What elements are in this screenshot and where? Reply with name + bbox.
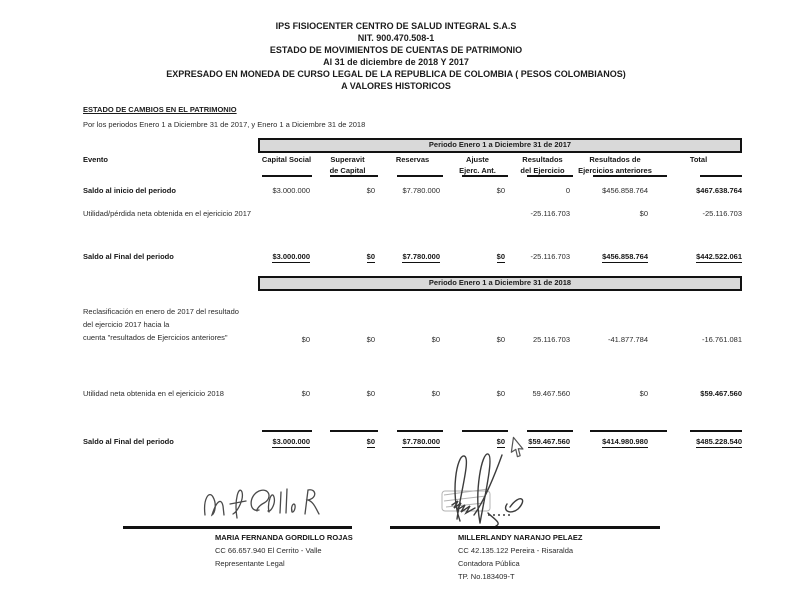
column-header-superavit <box>315 154 380 176</box>
cell-capital-social <box>258 252 315 261</box>
cell-resultados-anteriores <box>575 335 655 344</box>
header-underline <box>700 175 742 177</box>
cell-value: -16.761.081 <box>701 335 742 344</box>
cell-value: $7.780.000 <box>402 437 440 446</box>
period-band-2017-label: Periodo Enero 1 a Diciembre 31 de 2017 <box>428 140 572 149</box>
cell-ajuste <box>445 252 510 261</box>
row-label <box>83 305 258 344</box>
cell-superavit <box>315 186 380 195</box>
signer-left-block <box>215 531 353 570</box>
cell-resultados-ejercicio <box>510 186 575 195</box>
column-header-resultados-anteriores <box>575 154 655 176</box>
cell-ajuste <box>445 209 510 218</box>
signer-role: Representante Legal <box>215 559 285 568</box>
cell-value: $0 <box>431 389 440 398</box>
header-line: Reservas <box>395 155 430 164</box>
header-line: Ejerc. Ant. <box>459 166 496 175</box>
cell-resultados-anteriores <box>575 437 655 446</box>
header-underline <box>397 175 443 177</box>
cell-value: $0 <box>639 389 648 398</box>
cell-capital-social <box>258 209 315 218</box>
cell-reservas <box>380 186 445 195</box>
cell-value: $485.228.540 <box>696 437 742 446</box>
cell-superavit <box>315 209 380 218</box>
cell-resultados-anteriores <box>575 389 655 398</box>
cell-value: $467.638.764 <box>696 186 742 195</box>
cell-value: $414.980.980 <box>602 437 648 446</box>
header-line: del Ejercicio <box>520 166 565 175</box>
cell-value: $456.858.764 <box>602 252 648 261</box>
handwritten-signature-right <box>430 449 552 526</box>
total-overline <box>462 430 508 432</box>
row-label-line: Reclasificación en enero de 2017 del resultado <box>83 307 239 316</box>
row-label: Utilidad/pérdida neta obtenida en el ejericicio 2017 <box>83 209 252 218</box>
cell-reservas <box>380 252 445 261</box>
cell-value: -25.116.703 <box>530 209 570 218</box>
nit-line: NIT. 900.470.508-1 <box>357 33 435 43</box>
table-row-utilidad-2017 <box>83 209 742 218</box>
table-row-saldo-final-2018 <box>83 437 742 446</box>
cell-value: $7.780.000 <box>402 252 440 261</box>
cell-value: $59.467.560 <box>700 389 742 398</box>
event-column-header <box>83 154 258 176</box>
total-overline <box>262 430 312 432</box>
column-header-reservas <box>380 154 445 176</box>
cell-total <box>655 252 742 261</box>
event-column-header-text: Evento <box>83 155 109 164</box>
cell-value: $0 <box>366 252 375 261</box>
row-label: Saldo al Final del periodo <box>83 437 174 446</box>
signer-id: CC 42.135.122 Pereira - Risaralda <box>458 546 574 555</box>
period-band-2018 <box>258 276 742 291</box>
cell-value: $0 <box>301 335 310 344</box>
signer-right-block <box>458 531 582 583</box>
cell-value: $0 <box>366 389 375 398</box>
cell-value: $3.000.000 <box>272 186 310 195</box>
cell-reservas <box>380 209 445 218</box>
cell-value: $456.858.764 <box>602 186 648 195</box>
cell-value: $0 <box>366 437 375 446</box>
column-header-capital-social <box>258 154 315 176</box>
header-underline <box>330 175 378 177</box>
header-line: Total <box>689 155 708 164</box>
header-line: Ajuste <box>466 155 489 164</box>
cell-value: $0 <box>496 252 505 261</box>
currency-line: EXPRESADO EN MONEDA DE CURSO LEGAL DE LA REPUBLICA DE COLOMBIA ( PESOS COLOMBIANOS) <box>166 69 626 79</box>
cell-value: $0 <box>366 186 375 195</box>
cell-value: 25.116.703 <box>533 335 570 344</box>
header-line: Ejercicios anteriores <box>578 166 652 175</box>
cell-value: $3.000.000 <box>272 252 310 261</box>
total-overline <box>690 430 742 432</box>
row-label-line: cuenta "resultados de Ejercicios anteriores" <box>83 333 228 342</box>
header-underline <box>527 175 573 177</box>
signer-name: MARIA FERNANDA GORDILLO ROJAS <box>215 533 353 542</box>
cell-superavit <box>315 252 380 261</box>
cell-superavit <box>315 389 380 398</box>
cell-value: $0 <box>301 389 310 398</box>
cell-value: $7.780.000 <box>402 186 440 195</box>
column-header-ajuste <box>445 154 510 176</box>
cell-value: $0 <box>496 335 505 344</box>
signature-line-left <box>123 526 352 529</box>
cell-ajuste <box>445 186 510 195</box>
cell-value: $0 <box>496 186 505 195</box>
header-line: Superavit <box>330 155 365 164</box>
column-header-resultados-ejercicio <box>510 154 575 176</box>
signature-line-right <box>390 526 660 529</box>
header-line: de Capital <box>329 166 366 175</box>
cell-value: $0 <box>496 389 505 398</box>
table-column-headers <box>83 154 742 176</box>
cell-value: $0 <box>496 437 505 446</box>
cell-ajuste <box>445 335 510 344</box>
section-subtitle: Por los periodos Enero 1 a Diciembre 31 de 2017, y Enero 1 a Diciembre 31 de 2018 <box>83 120 366 129</box>
cell-resultados-ejercicio <box>510 335 575 344</box>
row-label: Saldo al inicio del periodo <box>83 186 176 195</box>
cell-value: $0 <box>366 335 375 344</box>
signer-role: Contadora Pública <box>458 559 520 568</box>
header-underline <box>462 175 508 177</box>
header-line: Capital Social <box>261 155 312 164</box>
table-row-utilidad-2018 <box>83 389 742 398</box>
cell-resultados-ejercicio <box>510 209 575 218</box>
cell-value: $3.000.000 <box>272 437 310 446</box>
header-underline <box>262 175 312 177</box>
cell-superavit <box>315 437 380 446</box>
cell-value: -25.116.703 <box>530 252 570 261</box>
header-line: Resultados <box>522 155 563 164</box>
period-band-2017 <box>258 138 742 153</box>
cell-ajuste <box>445 437 510 446</box>
section-title: ESTADO DE CAMBIOS EN EL PATRIMONIO <box>83 105 237 114</box>
cell-value: $59.467.560 <box>528 437 570 446</box>
table-row-reclasificacion-2018 <box>83 305 742 344</box>
cell-value: $0 <box>431 335 440 344</box>
cell-ajuste <box>445 389 510 398</box>
cell-value: -25.116.703 <box>702 209 742 218</box>
row-label-line: del ejercicio 2017 hacia la <box>83 320 170 329</box>
signer-name: MILLERLANDY NARANJO PELAEZ <box>458 533 583 542</box>
statement-title: ESTADO DE MOVIMIENTOS DE CUENTAS DE PATRIMONIO <box>269 45 523 55</box>
basis-line: A VALORES HISTORICOS <box>341 81 451 91</box>
total-overline <box>330 430 378 432</box>
document-header <box>0 20 792 92</box>
header-underline <box>593 175 667 177</box>
cell-resultados-anteriores <box>575 209 655 218</box>
cell-total <box>655 335 742 344</box>
cell-superavit <box>315 335 380 344</box>
cell-total <box>655 437 742 446</box>
cell-value: $442.522.061 <box>696 252 742 261</box>
header-line: Resultados de <box>589 155 641 164</box>
cell-resultados-ejercicio <box>510 389 575 398</box>
cell-resultados-anteriores <box>575 252 655 261</box>
cell-total <box>655 389 742 398</box>
cell-total <box>655 209 742 218</box>
total-overline <box>527 430 573 432</box>
section-intro <box>83 105 365 129</box>
cell-value: 0 <box>565 186 570 195</box>
cell-capital-social <box>258 335 315 344</box>
total-overline <box>397 430 443 432</box>
column-header-total <box>655 154 742 176</box>
signer-id: CC 66.657.940 El Cerrito - Valle <box>215 546 322 555</box>
cell-reservas <box>380 389 445 398</box>
cell-resultados-ejercicio <box>510 252 575 261</box>
cell-reservas <box>380 335 445 344</box>
cell-capital-social <box>258 389 315 398</box>
period-band-2018-label: Periodo Enero 1 a Diciembre 31 de 2018 <box>428 278 572 287</box>
cell-capital-social <box>258 186 315 195</box>
signer-license: TP. No.183409-T <box>458 572 515 581</box>
handwritten-signature-left <box>197 477 332 525</box>
company-name: IPS FISIOCENTER CENTRO DE SALUD INTEGRAL S.A.S <box>275 21 517 31</box>
cell-total <box>655 186 742 195</box>
table-row-saldo-final-2017 <box>83 252 742 261</box>
cell-value: $0 <box>639 209 648 218</box>
cell-value: -41.877.784 <box>607 335 648 344</box>
row-label: Saldo al Final del periodo <box>83 252 174 261</box>
cell-value: 59.467.560 <box>532 389 570 398</box>
row-label: Utilidad neta obtenida en el ejericicio 2018 <box>83 389 224 398</box>
table-row-saldo-inicio-2017 <box>83 186 742 195</box>
total-overline <box>590 430 667 432</box>
cell-reservas <box>380 437 445 446</box>
cell-capital-social <box>258 437 315 446</box>
cell-resultados-anteriores <box>575 186 655 195</box>
date-line: Al 31 de diciembre de 2018 Y 2017 <box>323 57 469 67</box>
